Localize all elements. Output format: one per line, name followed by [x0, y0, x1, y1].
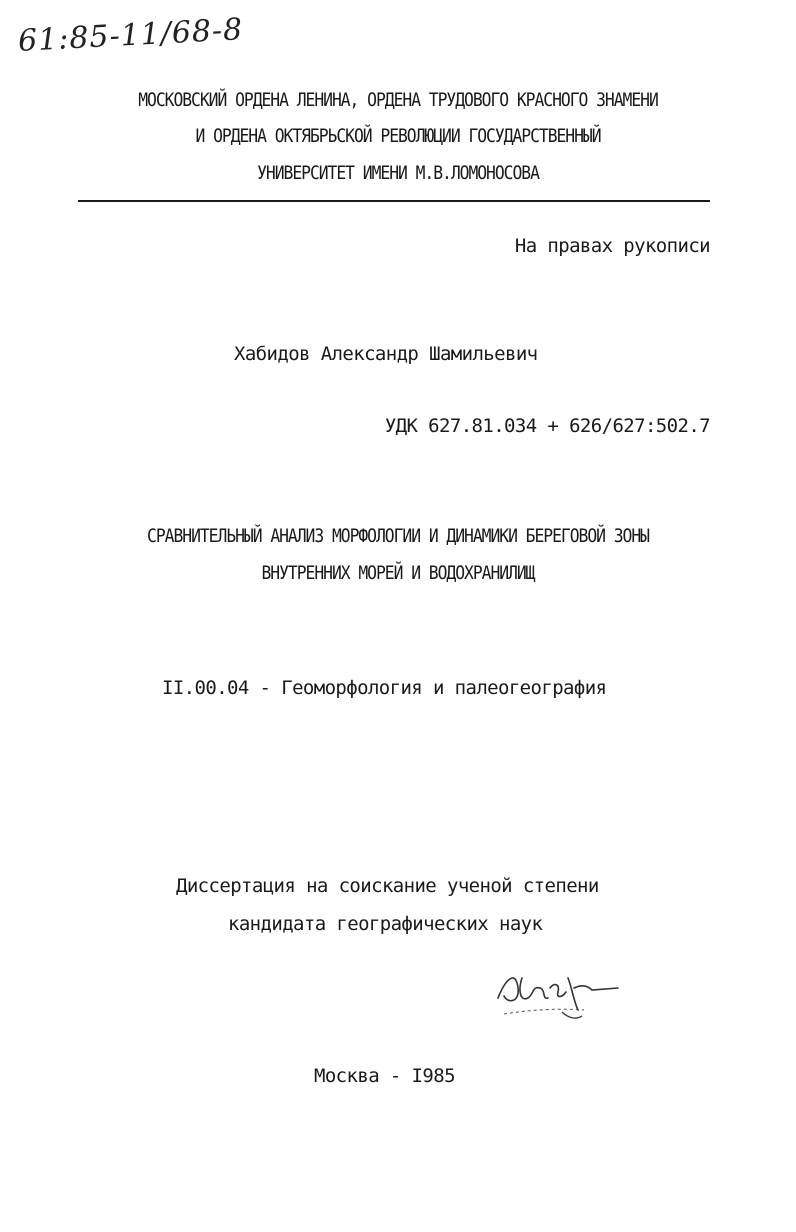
header-divider	[78, 200, 710, 202]
archive-handwritten-mark: 61:85-11/68-8	[17, 12, 245, 59]
degree-line-2: кандидата географических наук	[228, 913, 543, 935]
degree-line-1: Диссертация на соискание ученой степени	[176, 875, 599, 897]
signature-icon	[488, 958, 628, 1028]
title-line-1: СРАВНИТЕЛЬНЫЙ АНАЛИЗ МОРФОЛОГИИ И ДИНАМИКИ БЕРЕГОВОЙ ЗОНЫ	[147, 525, 649, 547]
manuscript-note: На правах рукописи	[514, 235, 710, 257]
title-line-2: ВНУТРЕННИХ МОРЕЙ И ВОДОХРАНИЛИЩ	[261, 562, 535, 584]
header-line-2: И ОРДЕНА ОКТЯБРЬСКОЙ РЕВОЛЮЦИИ ГОСУДАРСТВЕННЫЙ	[195, 125, 601, 147]
header-line-1: МОСКОВСКИЙ ОРДЕНА ЛЕНИНА, ОРДЕНА ТРУДОВОГО КРАСНОГО ЗНАМЕНИ	[138, 89, 658, 111]
author-name: Хабидов Александр Шамильевич	[234, 343, 538, 365]
specialty: II.00.04 - Геоморфология и палеогеография	[162, 677, 607, 699]
city-year: Москва - I985	[314, 1065, 455, 1087]
header-line-3: УНИВЕРСИТЕТ ИМЕНИ М.В.ЛОМОНОСОВА	[257, 162, 539, 184]
udc-code: УДК 627.81.034 + 626/627:502.7	[384, 415, 710, 437]
